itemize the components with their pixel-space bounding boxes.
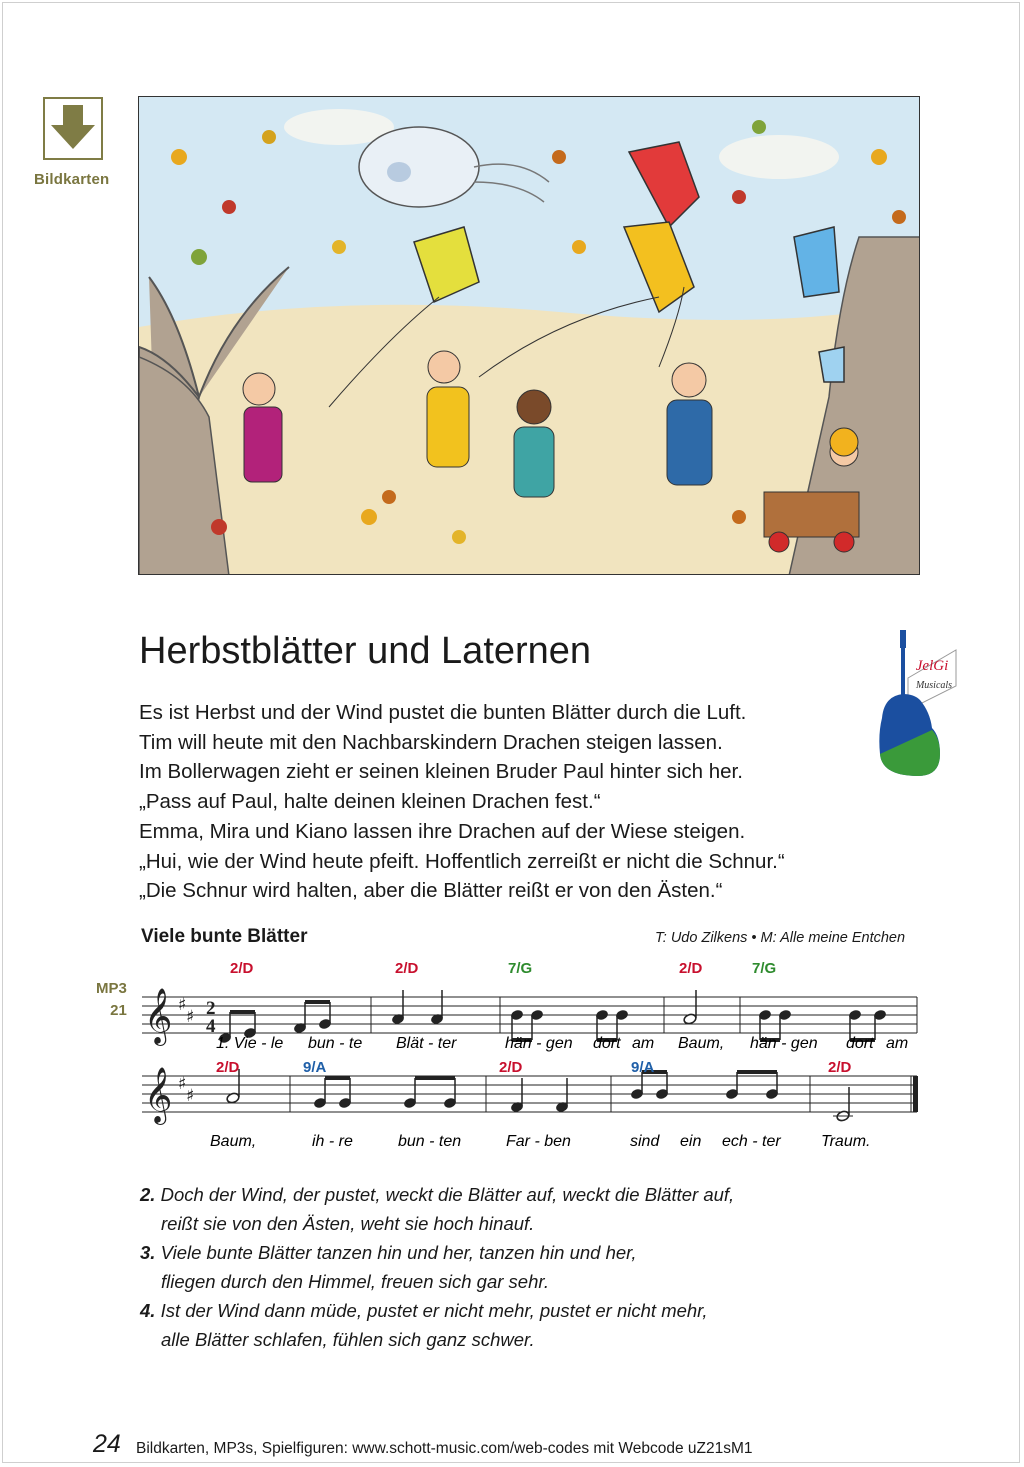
treble-clef: 𝄞: [144, 988, 173, 1044]
lyric: ih - re: [312, 1133, 353, 1150]
chord: 7/G: [752, 960, 777, 977]
verse-line: reißt sie von den Ästen, weht sie hoch hinauf.: [161, 1213, 535, 1234]
lyric: Far - ben: [506, 1133, 571, 1150]
song-credits: T: Udo Zilkens • M: Alle meine Entchen: [655, 930, 906, 946]
chord: 2/D: [395, 960, 419, 977]
verse-line: [140, 1238, 734, 1267]
chord: 2/D: [216, 1059, 240, 1076]
story-line: Es ist Herbst und der Wind pustet die bunten Blätter durch die Luft.: [139, 701, 747, 724]
lyric: Traum.: [821, 1133, 871, 1150]
download-label[interactable]: Bildkarten: [34, 171, 110, 188]
autumn-kites-illustration: [139, 97, 920, 575]
verse-line: [140, 1296, 734, 1325]
verse-number: 2.: [140, 1184, 156, 1205]
lyric: Baum,: [678, 1035, 725, 1052]
lyric: dort: [593, 1035, 621, 1052]
lyric: 1. Vie - le: [216, 1035, 284, 1052]
guitar-logo-icon: [868, 630, 958, 778]
key-sharp: ♯: [178, 1074, 187, 1094]
lyric: hän - gen: [505, 1035, 573, 1052]
chord: 2/D: [828, 1059, 852, 1076]
story-text: [139, 698, 785, 906]
story-line: „Die Schnur wird halten, aber die Blätter reißt er von den Ästen.“: [139, 879, 723, 903]
chord: 2/D: [230, 960, 254, 977]
story-line: „Pass auf Paul, halte deinen kleinen Drachen fest.“: [139, 790, 601, 814]
jelgi-logo: [868, 630, 958, 778]
chord: 2/D: [679, 960, 703, 977]
verse-number: 4.: [140, 1300, 156, 1321]
download-arrow-icon: [45, 99, 101, 158]
mp3-label: MP3: [96, 980, 127, 997]
sheet-music: [0, 950, 1024, 1165]
lyric: bun - ten: [398, 1133, 462, 1150]
lyric: dort: [846, 1035, 874, 1052]
chord: 2/D: [499, 1059, 523, 1076]
chord: 7/G: [508, 960, 533, 977]
story-line: „Hui, wie der Wind heute pfeift. Hoffentlich zerreißt er nicht die Schnur.“: [139, 849, 785, 873]
notes-system-2: [226, 1069, 853, 1122]
time-bottom: 4: [206, 1016, 216, 1037]
illustration: [138, 96, 920, 575]
verses: [140, 1180, 734, 1354]
lyric: Blät - ter: [396, 1035, 457, 1052]
footer-text[interactable]: Bildkarten, MP3s, Spielfiguren: www.schott-music.com/web-codes mit Webcode uZ21sM1: [136, 1440, 753, 1457]
lyric: sind: [630, 1133, 660, 1150]
verse-number: 3.: [140, 1242, 156, 1263]
lyric: ech - ter: [722, 1133, 781, 1150]
lyric: am: [886, 1035, 909, 1052]
lyric: am: [632, 1035, 655, 1052]
key-sharp: ♯: [186, 1007, 195, 1027]
verse-line: [140, 1180, 734, 1209]
page-title: Herbstblätter und Laternen: [139, 630, 592, 672]
download-box[interactable]: [43, 97, 103, 160]
lyric: bun - te: [308, 1035, 363, 1052]
verse-text: Doch der Wind, der pustet, weckt die Blätter auf, weckt die Blätter auf,: [160, 1184, 735, 1205]
page-number: 24: [93, 1430, 121, 1458]
key-sharp: ♯: [186, 1086, 195, 1106]
lyric: ein: [680, 1133, 702, 1150]
treble-clef: 𝄞: [144, 1067, 173, 1123]
kite-small-blue: [819, 347, 844, 382]
story-line: Emma, Mira und Kiano lassen ihre Drachen auf der Wiese steigen.: [139, 819, 746, 843]
verse-text: Ist der Wind dann müde, pustet er nicht mehr, pustet er nicht mehr,: [160, 1300, 708, 1321]
song-title: Viele bunte Blätter: [141, 926, 308, 947]
story-line: Im Bollerwagen zieht er seinen kleinen Bruder Paul hinter sich her.: [139, 760, 743, 784]
verse-line: alle Blätter schlafen, fühlen sich ganz schwer.: [161, 1329, 535, 1350]
chord: 9/A: [631, 1059, 655, 1076]
mp3-track: 21: [110, 1002, 127, 1019]
lyric: Baum,: [210, 1133, 257, 1150]
logo-brand: JelGi: [915, 658, 949, 674]
key-sharp: ♯: [178, 995, 187, 1015]
story-line: Tim will heute mit den Nachbarskindern Drachen steigen lassen.: [139, 730, 723, 754]
chord: 9/A: [303, 1059, 327, 1076]
verse-text: Viele bunte Blätter tanzen hin und her, tanzen hin und her,: [160, 1242, 637, 1263]
logo-sub: Musicals: [915, 680, 953, 691]
verse-line: fliegen durch den Himmel, freuen sich gar sehr.: [161, 1271, 550, 1292]
lyric: hän - gen: [750, 1035, 818, 1052]
time-top: 2: [206, 998, 216, 1019]
